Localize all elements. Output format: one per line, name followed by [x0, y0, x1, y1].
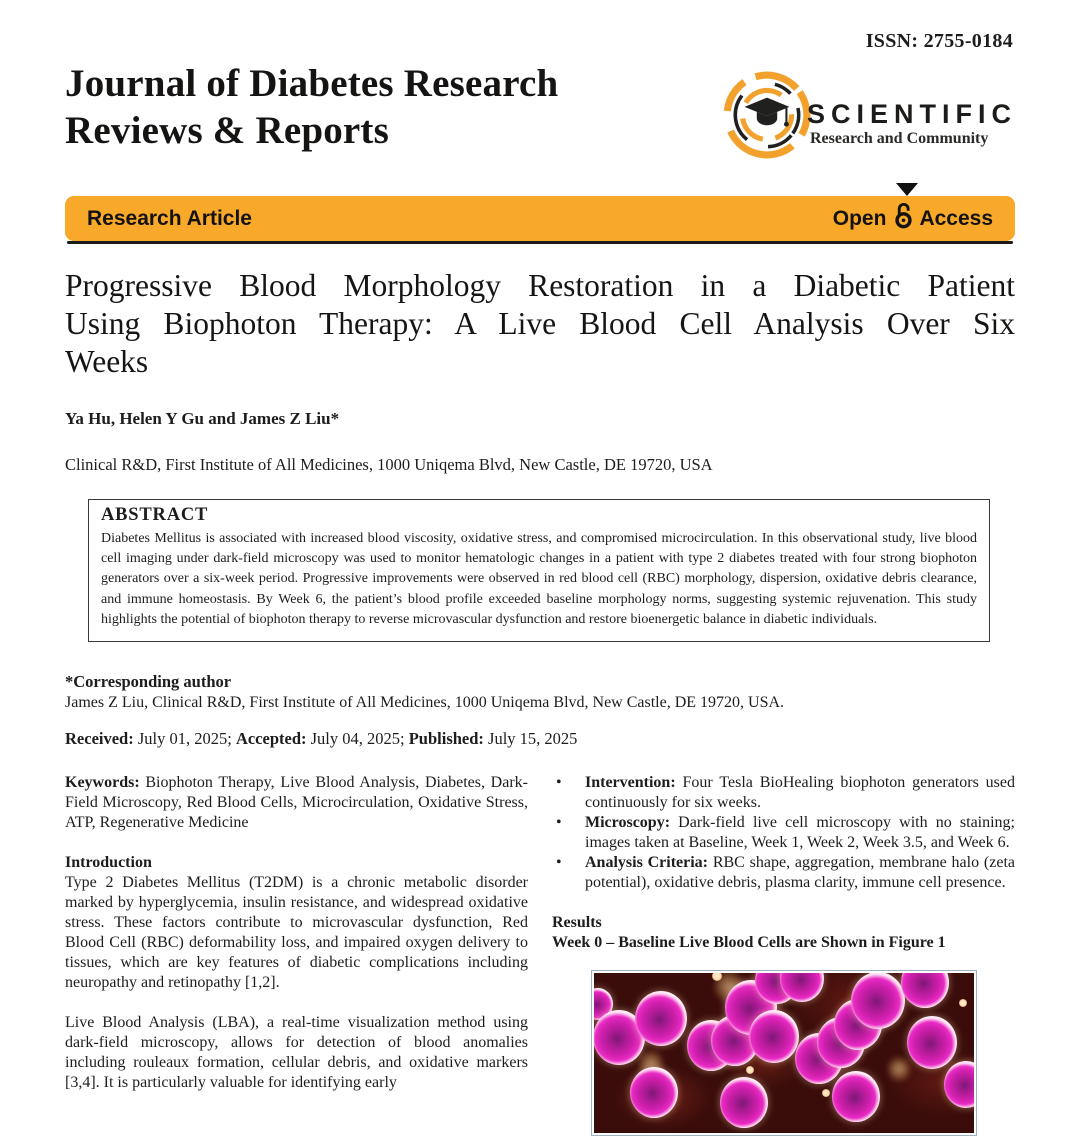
results-heading: Results	[552, 914, 602, 932]
publisher-logo-icon	[721, 69, 813, 166]
body-columns	[65, 773, 1015, 1136]
results-block	[552, 913, 1015, 953]
bullet-analysis-criteria	[552, 853, 1015, 893]
article-type-label: Research Article	[87, 206, 252, 230]
left-column	[65, 773, 528, 1136]
keywords-paragraph	[65, 773, 528, 833]
corresponding-author-text: James Z Liu, Clinical R&D, First Institute of All Medicines, 1000 Uniqema Blvd, New Castle, DE 19720, USA.	[65, 694, 785, 712]
bullet-intervention	[552, 773, 1015, 813]
corresponding-author-heading: *Corresponding author	[65, 672, 232, 692]
publisher-logo	[721, 69, 1017, 166]
bullet-intervention-text: Four Tesla BioHealing biophoton generators used continuously for six weeks.	[585, 774, 1015, 812]
authors-line: Ya Hu, Helen Y Gu and James Z Liu*	[65, 409, 340, 428]
journal-header	[65, 61, 1015, 166]
down-triangle-icon	[896, 183, 918, 196]
keywords-text: Biophoton Therapy, Live Blood Analysis, Diabetes, Dark-Field Microscopy, Red Blood Cells, Microcirculation, Oxidative Stress, ATP, Regenerative Medicine	[65, 774, 528, 832]
figure-1-photo	[594, 973, 974, 1133]
journal-title	[65, 61, 558, 155]
received-label: Received:	[65, 729, 134, 749]
abstract-text: Diabetes Mellitus is associated with increased blood viscosity, oxidative stress, and compromised microcirculation. In this observational study, live blood cell imaging under dark-field microscopy was used to monitor hematologic changes in a patient with type 2 diabetes treated with four strong biophoton generators over a six-week period. Progressive improvements were observed in red blood cell (RBC) morphology, dispersion, oxidative debris clearance, and immune homeostasis. By Week 6, the patient’s blood profile exceeded baseline morphology norms, suggesting systemic rejuvenation. This study highlights the potential of biophoton therapy to reverse microvascular dysfunction and restore bioenergetic balance in diabetic individuals.	[101, 531, 977, 627]
issn-number: ISSN: 2755-0184	[865, 30, 1013, 52]
open-access-badge	[833, 202, 993, 235]
publisher-logo-text	[807, 101, 1017, 148]
article-title-line2: Using Biophoton Therapy: A Live Blood Cell Analysis Over Six	[65, 306, 1015, 341]
journal-title-line1: Journal of Diabetes Research	[65, 62, 559, 105]
bullet-intervention-label: Intervention:	[585, 774, 676, 792]
open-access-label-post: Access	[919, 206, 993, 230]
article-dates-line	[65, 729, 1015, 749]
article-title-line1: Progressive Blood Morphology Restoration in a Diabetic Patient	[65, 268, 1015, 303]
open-access-label-pre: Open	[832, 206, 887, 230]
accepted-value: July 04, 2025;	[306, 729, 409, 749]
bullet-microscopy	[552, 813, 1015, 853]
affiliation-line: Clinical R&D, First Institute of All Medicines, 1000 Uniqema Blvd, New Castle, DE 19720, USA	[65, 455, 713, 474]
right-column	[552, 773, 1015, 1136]
received-value: July 01, 2025;	[133, 729, 236, 749]
corresponding-author-block	[65, 672, 1015, 712]
introduction-heading: Introduction	[65, 854, 152, 872]
published-value: July 15, 2025	[483, 729, 578, 749]
article-type-banner	[65, 196, 1015, 241]
bullet-analysis-criteria-label: Analysis Criteria:	[585, 854, 709, 872]
open-access-lock-icon	[894, 202, 913, 235]
bullet-analysis-criteria-text: RBC shape, aggregation, membrane halo (zeta potential), oxidative debris, plasma clarity, immune cell presence.	[585, 854, 1015, 892]
results-subheading: Week 0 – Baseline Live Blood Cells are Shown in Figure 1	[552, 934, 946, 952]
article-title	[65, 267, 1015, 381]
abstract-heading: ABSTRACT	[101, 505, 209, 525]
figure-1	[591, 970, 977, 1136]
bullet-microscopy-text: Dark-field live cell microscopy with no staining; images taken at Baseline, Week 1, Week 2, Week 3.5, and Week 6.	[585, 814, 1015, 852]
introduction-paragraph-2: Live Blood Analysis (LBA), a real-time visualization method using dark-field microscopy, allows for detection of blood anomalies including rouleaux formation, cellular debris, and oxidative markers [3,4]. It is particularly valuable for identifying early	[65, 1014, 528, 1092]
study-bullet-list	[552, 773, 1015, 893]
publisher-tagline: Research and Community	[809, 130, 989, 147]
journal-title-line2: Reviews & Reports	[65, 108, 389, 152]
accepted-label: Accepted:	[235, 729, 307, 749]
introduction-paragraph-1: Type 2 Diabetes Mellitus (T2DM) is a chronic metabolic disorder marked by hyperglycemia, insulin resistance, and widespread oxidative stress. These factors contribute to microvascular dysfunction, Red Blood Cell (RBC) deformability loss, and impaired oxygen delivery to tissues, which are key features of diabetic complications including neuropathy and retinopathy [1,2].	[65, 874, 528, 992]
keywords-label: Keywords:	[65, 774, 140, 792]
bullet-microscopy-label: Microscopy:	[585, 814, 671, 832]
publisher-name: SCIENTIFIC	[806, 99, 1017, 129]
article-title-line3: Weeks	[65, 344, 149, 379]
abstract-box	[88, 499, 990, 642]
published-label: Published:	[408, 729, 484, 749]
